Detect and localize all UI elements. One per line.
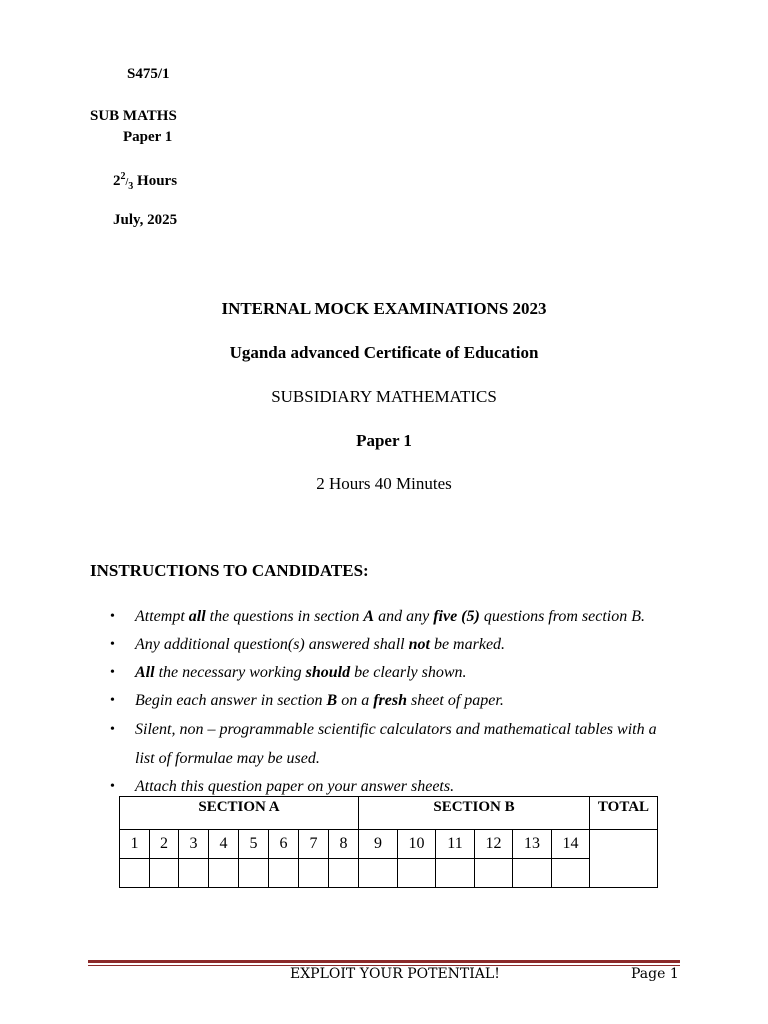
score-cell [398,859,436,888]
score-cell [513,859,552,888]
paper-code: S475/1 [127,66,170,82]
question-number: 9 [359,830,398,859]
score-cell [329,859,359,888]
instruction-text: on a [337,692,374,709]
paper-title: Paper 1 [356,431,412,450]
question-number: 2 [150,830,179,859]
instructions-heading: INSTRUCTIONS TO CANDIDATES: [90,561,369,580]
page-number: Page 1 [631,966,679,982]
instruction-item [110,631,680,659]
duration-numerator: 2 [120,171,126,182]
instruction-text: the necessary working [154,664,306,681]
footer-motto: EXPLOIT YOUR POTENTIAL! [290,966,500,982]
score-cell [120,859,150,888]
instruction-emphasis: All [135,664,155,681]
question-number: 7 [299,830,329,859]
instruction-emphasis: A [363,608,375,625]
duration-slash: / [125,177,129,188]
score-cell [552,859,590,888]
question-number: 11 [436,830,475,859]
subject-short: SUB MATHS [90,108,177,124]
duration-whole: 2 [113,173,121,189]
exam-time: 2 Hours 40 Minutes [316,474,452,493]
instruction-text: be clearly shown. [350,664,467,681]
question-number: 12 [475,830,513,859]
marks-table [119,796,658,888]
paper-short: Paper 1 [123,129,173,145]
instruction-emphasis: all [188,608,206,625]
question-number: 5 [239,830,269,859]
instruction-item [110,659,680,687]
instruction-item [110,687,680,715]
section-b-header: SECTION B [359,797,590,830]
instruction-text: Begin each answer in section [135,692,327,709]
section-a-header: SECTION A [120,797,359,830]
footer-rule [88,960,680,963]
instructions-list [110,603,680,801]
instruction-text: sheet of paper. [406,692,504,709]
question-number: 1 [120,830,150,859]
score-cell [436,859,475,888]
duration-unit: Hours [137,173,178,189]
score-cell [269,859,299,888]
instruction-text: be marked. [429,636,506,653]
score-cell [359,859,398,888]
instruction-text: Silent, non – programmable scientific calculators and mathematical tables with a list of formulae may be used. [135,721,657,767]
question-number: 6 [269,830,299,859]
total-score-cell [590,830,658,888]
instruction-emphasis: not [408,636,430,653]
instruction-text: the questions in section [205,608,364,625]
duration-denominator: 3 [128,181,134,192]
instruction-text: Any additional question(s) answered shall [135,636,409,653]
instruction-text: and any [374,608,434,625]
question-number: 8 [329,830,359,859]
instruction-emphasis: B [326,692,338,709]
score-cell [475,859,513,888]
duration-short [113,172,177,192]
question-number: 3 [179,830,209,859]
score-cell [179,859,209,888]
question-number: 13 [513,830,552,859]
instruction-item [110,603,680,631]
instruction-text: Attach this question paper on your answer sheets. [135,778,455,795]
question-number: 10 [398,830,436,859]
total-header: TOTAL [590,797,658,830]
instruction-text: questions from section B. [479,608,646,625]
question-number: 14 [552,830,590,859]
instruction-emphasis: fresh [373,692,407,709]
instruction-item [110,715,680,773]
exam-date: July, 2025 [113,212,178,228]
instruction-text: Attempt [135,608,189,625]
instruction-emphasis: five (5) [433,608,480,625]
score-cell [239,859,269,888]
subject-title: SUBSIDIARY MATHEMATICS [271,387,497,406]
question-number: 4 [209,830,239,859]
exam-title: INTERNAL MOCK EXAMINATIONS 2023 [221,299,547,318]
score-cell [209,859,239,888]
instruction-emphasis: should [305,664,351,681]
certificate-title: Uganda advanced Certificate of Education [229,343,539,362]
score-cell [299,859,329,888]
score-cell [150,859,179,888]
